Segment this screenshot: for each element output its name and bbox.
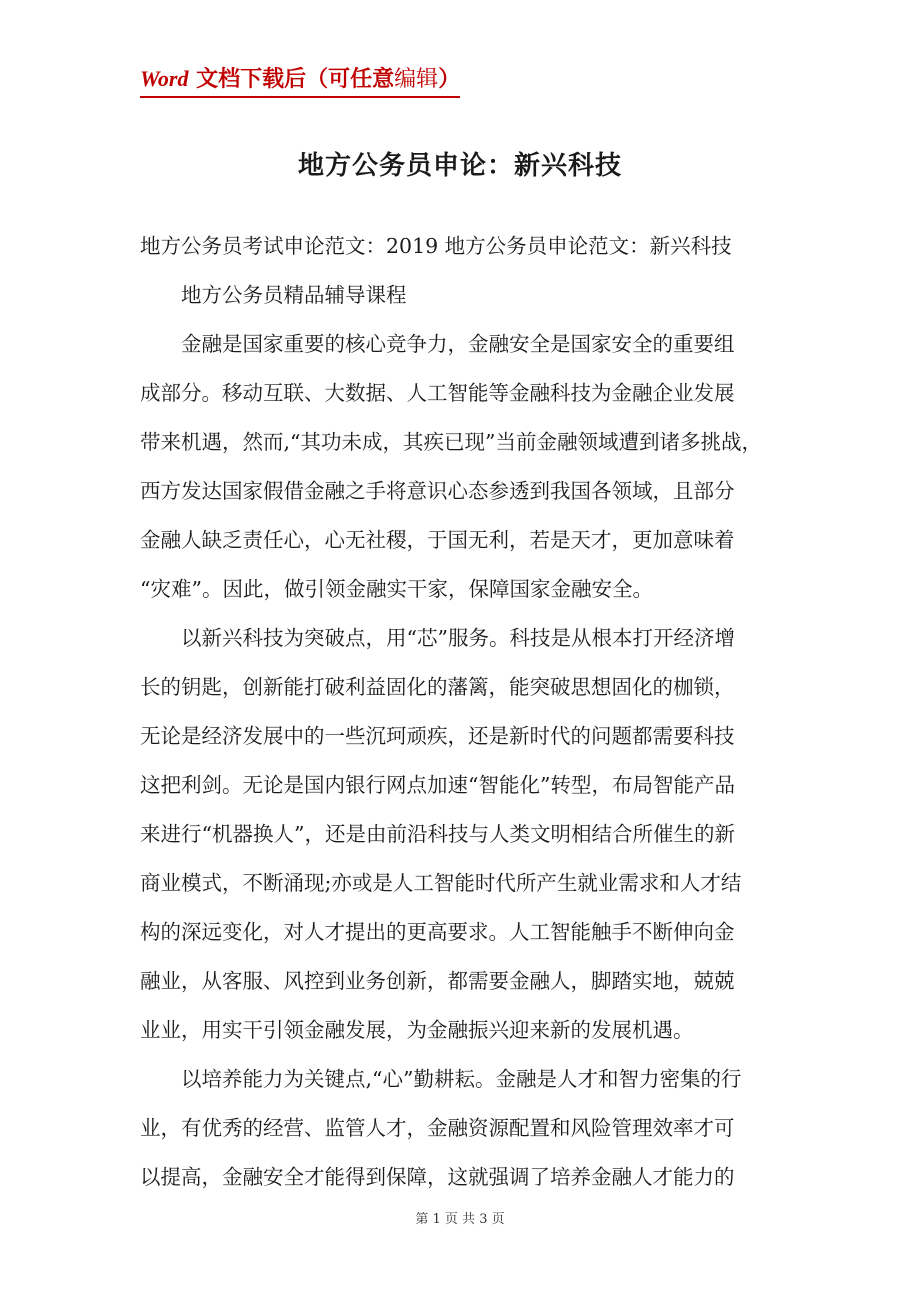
body-line: 构的深远变化，对人才提出的更高要求。人工智能触手不断伸向金 xyxy=(140,920,735,944)
header-end-text: ） xyxy=(438,66,461,92)
document-title: 地方公务员申论：新兴科技 xyxy=(297,151,622,181)
header-edit-text: 编辑 xyxy=(394,67,439,92)
body-line: “灾难”。因此，做引领金融实干家，保障国家金融安全。 xyxy=(140,577,653,601)
body-line: 金融是国家重要的核心竞争力，金融安全是国家安全的重要组 xyxy=(181,332,735,356)
body-line: 西方发达国家假借金融之手将意识心态参透到我国各领域，且部分 xyxy=(140,479,735,503)
body-line: 金融人缺乏责任心，心无社稷，于国无利，若是天才，更加意味着 xyxy=(140,528,735,552)
body-line: 无论是经济发展中的一些沉珂顽疾，还是新时代的问题都需要科技 xyxy=(140,724,735,748)
body-line: 业业，用实干引领金融发展，为金融振兴迎来新的发展机遇。 xyxy=(140,1018,694,1042)
body-line: 以提高，金融安全才能得到保障，这就强调了培养金融人才能力的 xyxy=(140,1165,735,1189)
body-line: 长的钥匙，创新能打破利益固化的藩篱，能突破思想固化的枷锁， xyxy=(140,675,735,699)
header-mid-text: 文档下载后（可任意 xyxy=(188,66,395,92)
body-line: 融业，从客服、风控到业务创新，都需要金融人，脚踏实地，兢兢 xyxy=(140,969,735,993)
header-word-text: Word xyxy=(140,66,189,91)
body-line: 来进行“机器换人”，还是由前沿科技与人类文明相结合所催生的新 xyxy=(140,822,735,846)
body-line: 地方公务员精品辅导课程 xyxy=(181,283,407,307)
download-word-link[interactable] xyxy=(140,64,460,98)
document-body xyxy=(140,228,790,1208)
body-line: 地方公务员考试申论范文：2019 地方公务员申论范文：新兴科技 xyxy=(140,234,732,258)
body-line: 商业模式，不断涌现;亦或是人工智能时代所产生就业需求和人才结 xyxy=(140,871,742,895)
body-line: 业，有优秀的经营、监管人才，金融资源配置和风险管理效率才可 xyxy=(140,1116,735,1140)
body-line: 带来机遇，然而,“其功未成，其疾已现”当前金融领域遭到诸多挑战， xyxy=(140,430,762,454)
body-line: 这把利剑。无论是国内银行网点加速“智能化”转型，布局智能产品 xyxy=(140,773,735,797)
body-line: 以培养能力为关键点,“心”勤耕耘。金融是人才和智力密集的行 xyxy=(181,1067,742,1091)
body-line: 成部分。移动互联、大数据、人工智能等金融科技为金融企业发展 xyxy=(140,381,735,405)
body-line: 以新兴科技为突破点，用“芯”服务。科技是从根本打开经济增 xyxy=(181,626,735,650)
page-number: 第 1 页 共 3 页 xyxy=(415,1212,505,1227)
